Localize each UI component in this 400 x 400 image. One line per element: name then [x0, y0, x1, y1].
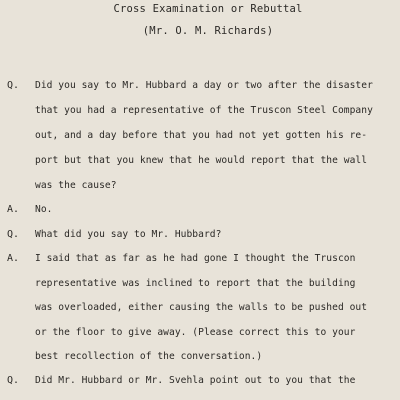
answer-line: or the floor to give away. (Please correct this to your [35, 327, 356, 338]
question-line: was the cause? [35, 180, 117, 191]
answer-line: best recollection of the conversation.) [35, 351, 263, 362]
answer-line: was overloaded, either causing the walls to be pushed out [35, 302, 368, 313]
question-line: out, and a day before that you had not yet gotten his re- [35, 130, 368, 141]
question-label: Q. [7, 229, 20, 240]
answer-label: A. [7, 253, 20, 264]
question-line: port but that you knew that he would report that the wall [35, 155, 368, 166]
answer-label: A. [7, 204, 20, 215]
document-title: Cross Examination or Rebuttal [113, 3, 303, 15]
answer-line: No. [35, 204, 53, 215]
question-label: Q. [7, 375, 20, 386]
question-line: Did Mr. Hubbard or Mr. Svehla point out to you that the [35, 375, 356, 386]
answer-line: I said that as far as he had gone I thought the Truscon [35, 253, 356, 264]
question-line: that you had a representative of the Truscon Steel Company [35, 105, 373, 116]
answer-line: representative was inclined to report that the building [35, 278, 356, 289]
speaker-name: (Mr. O. M. Richards) [142, 25, 274, 37]
question-line: Did you say to Mr. Hubbard a day or two after the disaster [35, 80, 373, 91]
question-line: What did you say to Mr. Hubbard? [35, 229, 222, 240]
question-label: Q. [7, 80, 20, 91]
